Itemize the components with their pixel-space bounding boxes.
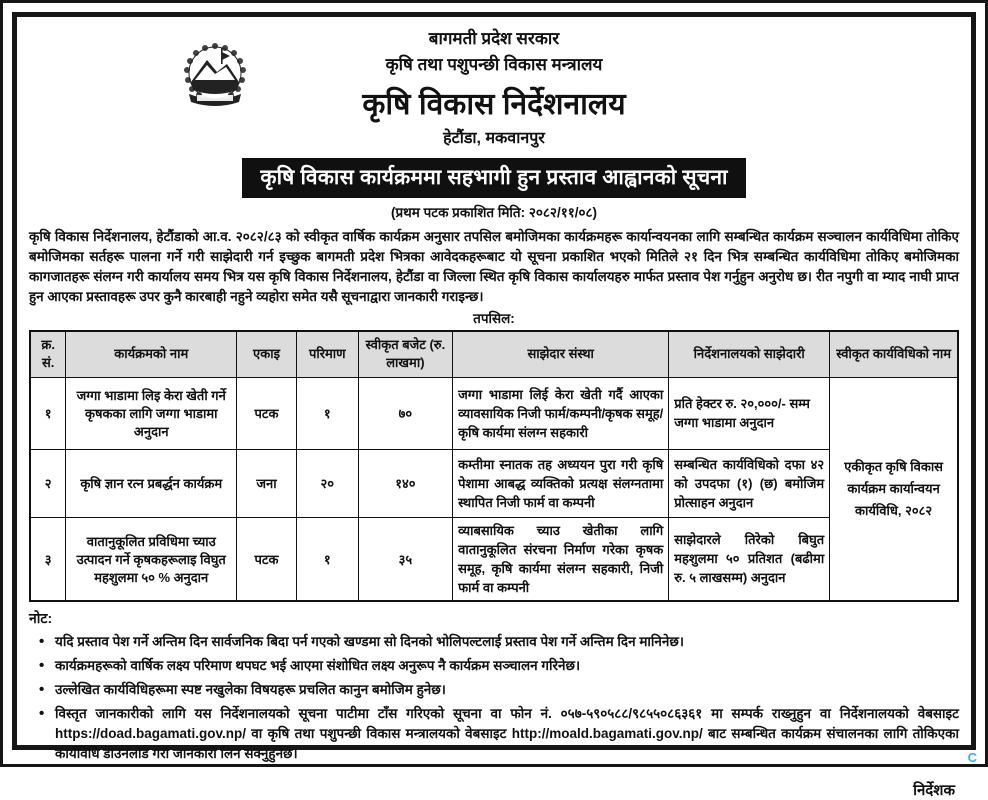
notes-label: नोट:	[29, 610, 53, 626]
watermark-c: C	[967, 750, 977, 765]
cell-partner: कम्तीमा स्नातक तह अध्ययन पुरा गरी कृषि पेशामा आबद्ध व्यक्तिको प्रत्यक्ष संलग्नतामा स्थापित निजी फार्म वा कम्पनी	[453, 449, 669, 517]
director-signature: निर्देशक	[913, 782, 955, 799]
cell-quantity: १	[296, 517, 358, 601]
cell-unit: पटक	[237, 377, 297, 449]
header-cell-quantity: परिमाण	[296, 331, 358, 377]
government-line: बागमती प्रदेश सरकार	[428, 29, 560, 48]
header-cell-procedure: स्वीकृत कार्यविधिको नाम	[830, 331, 958, 377]
programs-table	[29, 330, 959, 602]
cell-share: साझेदारले तिरेको बिघुत महशुलमा ५० प्रतिशत (बढीमा रु. ५ लाखसम्म) अनुदान	[669, 517, 830, 601]
cell-unit: जना	[237, 449, 297, 517]
letterhead	[29, 26, 959, 148]
header-cell-budget: स्वीकृत बजेट (रु. लाखमा)	[358, 331, 452, 377]
cell-sn: २	[30, 449, 66, 517]
note-item: • उल्लेखित कार्यविधिहरूमा स्पष्ट नखुलेका विषयहरू प्रचलित कानुन बमोजिम हुनेछ।	[35, 680, 959, 700]
note-item: • विस्तृत जानकारीको लागि यस निर्देशनालयको सूचना पाटीमा टाँस गरिएको सूचना वा फोन नं. ०५७-५९०५८८/९८५५०८६३६१ मा सम्पर्क राख्नुहुन वा निर्देशनालयको वेबसाइट https://doad.bagamati.gov.np/ वा कृषि तथा पशुपन्छी विकास मन्त्रालयको वेबसाइट http://moald.bagamati.gov.np/ बाट सम्बन्धित कार्यक्रम संचालनका लागि तोकिएका कार्यविधि डाउनलोड गरी जानकारी लिन सक्नुहुनेछ।	[35, 704, 959, 764]
cell-program-name: वातानुकूलित प्रविधिमा च्याउ उत्पादन गर्ने कृषकहरूलाइ विघुत महशुलमा ५० % अनुदान	[66, 517, 237, 601]
location-line: हेटौंडा, मकवानपुर	[443, 130, 545, 147]
table-row	[30, 517, 958, 601]
nepal-government-emblem-icon	[177, 40, 253, 108]
cell-budget: १४०	[358, 449, 452, 517]
note-item: • कार्यक्रमहरूको वार्षिक लक्ष्य परिमाण थपघट भई आएमा संशोधित लक्ष्य अनुरूप नै कार्यक्रम सञ्चालन गरिनेछ।	[35, 656, 959, 676]
header-cell-partner: साझेदार संस्था	[453, 331, 669, 377]
notes-section	[29, 609, 959, 764]
cell-budget: ३५	[358, 517, 452, 601]
notice-body-paragraph: कृषि विकास निर्देशनालय, हेटौंडाको आ.व. २०८२/८३ को स्वीकृत वार्षिक कार्यक्रम अनुसार तपसिल बमोजिमका कार्यक्रमहरू कार्यान्वयनका लागि सम्बन्धित कार्यक्रम सञ्चालन कार्यविधिमा तोकिए बमोजिमका सर्तहरू पालना गर्ने गरी साझेदारी गर्न इच्छुक बागमती प्रदेश भित्रका आवेदकहरूबाट यो सूचना प्रकाशित भएको मितिले २१ दिन भित्र सम्बन्धित कार्यविधिमा तोकिए बमोजिमका कागजातहरू संलग्न गरी कार्यालय समय भित्र यस कृषि विकास निर्देशनालय, हेटौंडा वा जिल्ला स्थित कृषि विकास कार्यालयहरु मार्फत प्रस्ताव पेश गर्नुहुन अनुरोध छ। रीत नपुगी वा म्याद नाघी प्राप्त हुन आएका प्रस्तावहरू उपर कुनै कारबाही नहुने व्यहोरा समेत यसै सूचनाद्वारा जानकारी गराइन्छ।	[29, 229, 959, 304]
tapasil-label: तपसिल:	[473, 311, 515, 326]
cell-sn: १	[30, 377, 66, 449]
inner-border-frame	[12, 12, 976, 799]
header-cell-sn: क्र. सं.	[30, 331, 66, 377]
cell-share: प्रति हेक्टर रु. २०,०००/- सम्म जग्गा भाडामा अनुदान	[669, 377, 830, 449]
ministry-line: कृषि तथा पशुपन्छी विकास मन्त्रालय	[385, 55, 603, 74]
notice-banner-title: कृषि विकास कार्यक्रममा सहभागी हुन प्रस्ताव आह्वानको सूचना	[242, 158, 745, 198]
cell-budget: ७०	[358, 377, 452, 449]
cell-partner: व्याबसायिक च्याउ खेतीका लागि वातानुकूलित संरचना निर्माण गरेका कृषक समूह, कृषि कार्यमा संलग्न सहकारी, निजी फार्म वा कम्पनी	[453, 517, 669, 601]
notes-list	[29, 632, 959, 764]
header-cell-unit: एकाइ	[237, 331, 297, 377]
table-header-row	[30, 331, 958, 377]
cell-sn: ३	[30, 517, 66, 601]
cell-program-name: कृषि ज्ञान रत्न प्रबर्द्धन कार्यक्रम	[66, 449, 237, 517]
table-row	[30, 377, 958, 449]
header-cell-program: कार्यक्रमको नाम	[66, 331, 237, 377]
cell-partner: जग्गा भाडामा लिई केरा खेती गर्दै आएका व्यावसायिक निजी फार्म/कम्पनी/कृषक समूह/कृषि कार्यमा संलग्न सहकारी	[453, 377, 669, 449]
cell-unit: पटक	[237, 517, 297, 601]
header-cell-share: निर्देशनालयको साझेदारी	[669, 331, 830, 377]
directorate-title: कृषि विकास निर्देशनालय	[362, 88, 626, 121]
published-date: (प्रथम पटक प्रकाशित मिति: २०८२/११/०८)	[390, 205, 598, 220]
cell-quantity: २०	[296, 449, 358, 517]
cell-procedure-name: एकीकृत कृषि विकास कार्यक्रम कार्यान्वयन कार्यविधि, २०८२	[830, 377, 958, 601]
note-item: • यदि प्रस्ताव पेश गर्ने अन्तिम दिन सार्वजनिक बिदा पर्न गएको खण्डमा सो दिनको भोलिपल्टलाई प्रस्ताव पेश गर्ने अन्तिम दिन मानिनेछ।	[35, 632, 959, 652]
table-row	[30, 449, 958, 517]
cell-share: सम्बन्धित कार्यविधिको दफा ४२ को उपदफा (१) (छ) बमोजिम प्रोत्साहन अनुदान	[669, 449, 830, 517]
cell-quantity: १	[296, 377, 358, 449]
cell-program-name: जग्गा भाडामा लिइ केरा खेती गर्ने कृषकका लागि जग्गा भाडामा अनुदान	[66, 377, 237, 449]
